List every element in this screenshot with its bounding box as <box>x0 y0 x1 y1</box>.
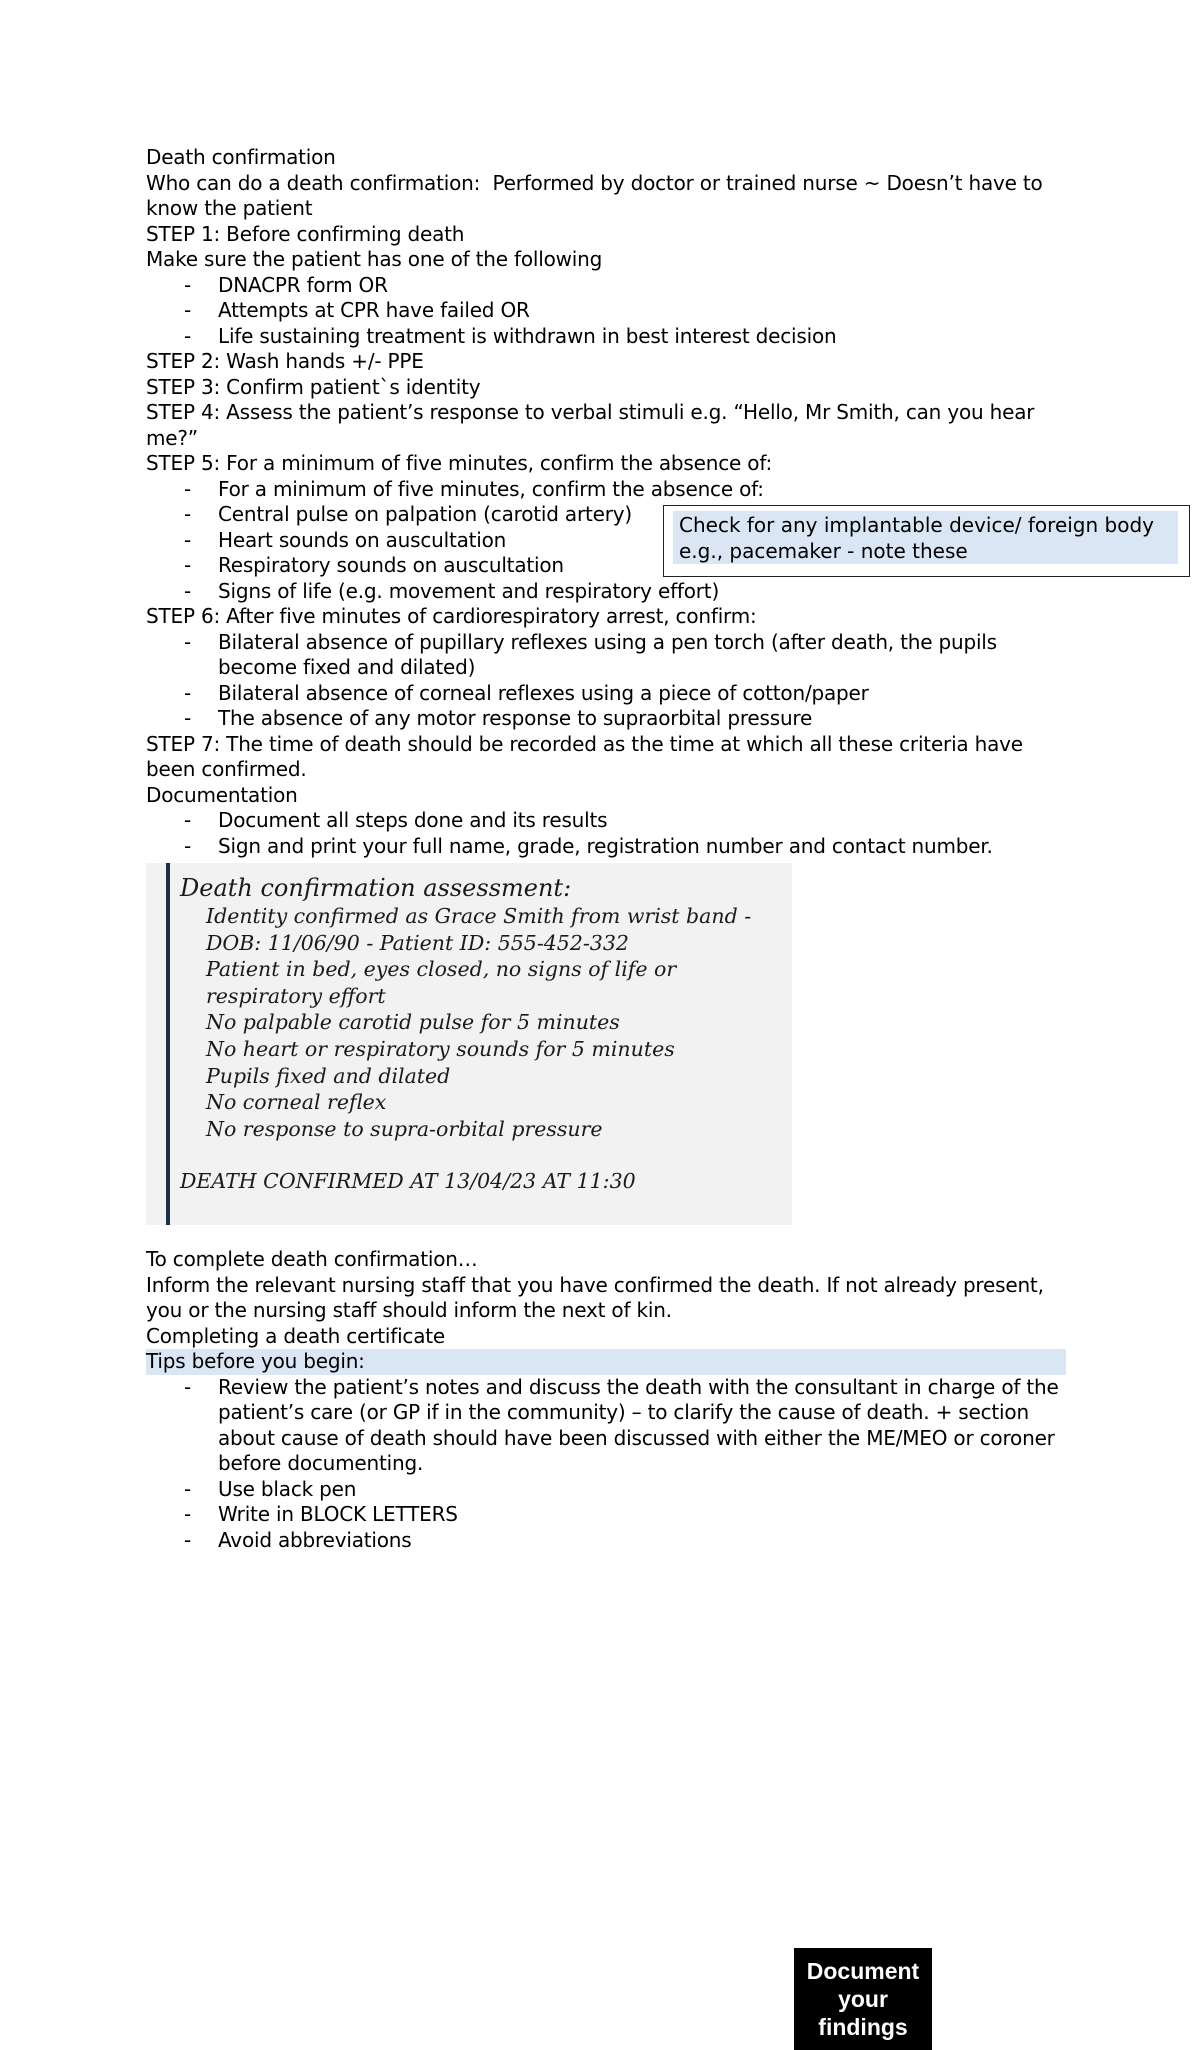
list-item: - Sign and print your full name, grade, registration number and contact number. <box>146 834 1066 860</box>
who-can-do: Who can do a death confirmation: Performed by doctor or trained nurse ~ Doesn’t have to know the patient <box>146 170 1049 220</box>
quote-bar <box>166 863 170 1225</box>
tips-heading: Tips before you begin: <box>146 1349 1066 1375</box>
list-item: - Attempts at CPR have failed OR <box>146 298 1066 324</box>
handwritten-line: No response to supra-orbital pressure <box>206 1116 603 1141</box>
callout-text: Check for any implantable device/ foreign body e.g., pacemaker - note these <box>673 511 1178 564</box>
handwritten-line: No palpable carotid pulse for 5 minutes <box>206 1010 620 1035</box>
list-item: - Central pulse on palpation (carotid artery) <box>146 502 1066 528</box>
step-7: STEP 7: The time of death should be recorded as the time at which all these criteria have been confirmed. <box>146 731 1030 781</box>
handwritten-title: Death confirmation assessment: <box>180 874 572 902</box>
complete-heading: To complete death confirmation… <box>146 1247 478 1271</box>
step-6-list <box>146 630 1066 732</box>
list-item: - Document all steps done and its results <box>146 808 1066 834</box>
list-item: - Bilateral absence of pupillary reflexes using a pen torch (after death, the pupils become fixed and dilated) <box>146 630 1066 681</box>
certificate-heading: Completing a death certificate <box>146 1323 446 1348</box>
handwritten-line: DOB: 11/06/90 - Patient ID: 555-452-332 <box>206 930 629 955</box>
step-3: STEP 3: Confirm patient`s identity <box>146 374 481 399</box>
step-2: STEP 2: Wash hands +/- PPE <box>146 349 424 373</box>
list-item: - Write in BLOCK LETTERS <box>146 1502 1066 1528</box>
list-item: - Review the patient’s notes and discuss the death with the consultant in charge of the patient’s care (or GP if in the community) – to clarify the cause of death. + section about cause of death should have been discussed with either the ME/MEO or coroner before documenting. <box>146 1375 1066 1477</box>
handwritten-line: Patient in bed, eyes closed, no signs of life or <box>206 957 677 982</box>
inform-text: Inform the relevant nursing staff that you have confirmed the death. If not already present, you or the nursing staff should inform the next of kin. <box>146 1272 1050 1322</box>
implant-callout <box>663 505 1190 577</box>
document-body <box>146 145 1066 859</box>
step-1-list <box>146 273 1066 350</box>
list-item: - Use black pen <box>146 1477 1066 1503</box>
handwritten-line: respiratory effort <box>206 983 386 1008</box>
list-item: - Avoid abbreviations <box>146 1528 1066 1554</box>
list-item: - Life sustaining treatment is withdrawn in best interest decision <box>146 324 1066 350</box>
list-item: - Signs of life (e.g. movement and respiratory effort) <box>146 579 1066 605</box>
step-1-intro: Make sure the patient has one of the following <box>146 247 603 271</box>
step-6: STEP 6: After five minutes of cardiorespiratory arrest, confirm: <box>146 604 757 628</box>
step-4: STEP 4: Assess the patient’s response to verbal stimuli e.g. “Hello, Mr Smith, can you hear me?” <box>146 400 1041 450</box>
list-item: - Heart sounds on auscultation <box>146 528 1066 554</box>
step-5: STEP 5: For a minimum of five minutes, confirm the absence of: <box>146 451 772 475</box>
handwritten-line: Pupils fixed and dilated <box>206 1063 451 1088</box>
list-item: - DNACPR form OR <box>146 273 1066 299</box>
list-item: - The absence of any motor response to supraorbital pressure <box>146 706 1066 732</box>
handwritten-line: No heart or respiratory sounds for 5 minutes <box>206 1036 675 1061</box>
after-section <box>146 1247 1066 1553</box>
death-confirmed-line: DEATH CONFIRMED AT 13/04/23 AT 11:30 <box>180 1169 636 1194</box>
list-item: - Respiratory sounds on auscultation <box>146 553 1066 579</box>
handwritten-note <box>180 873 800 1195</box>
documentation-heading: Documentation <box>146 782 298 807</box>
documentation-list <box>146 808 1066 859</box>
list-item: - Bilateral absence of corneal reflexes using a piece of cotton/paper <box>146 681 1066 707</box>
doc-title: Death confirmation <box>146 145 336 169</box>
step-1: STEP 1: Before confirming death <box>146 221 465 246</box>
tips-list <box>146 1375 1066 1554</box>
handwritten-line: No corneal reflex <box>206 1090 387 1115</box>
list-item: - For a minimum of five minutes, confirm the absence of: <box>146 477 1066 503</box>
handwritten-line: Identity confirmed as Grace Smith from wrist band - <box>206 904 752 928</box>
document-findings-badge: Document your findings <box>794 1948 932 2050</box>
